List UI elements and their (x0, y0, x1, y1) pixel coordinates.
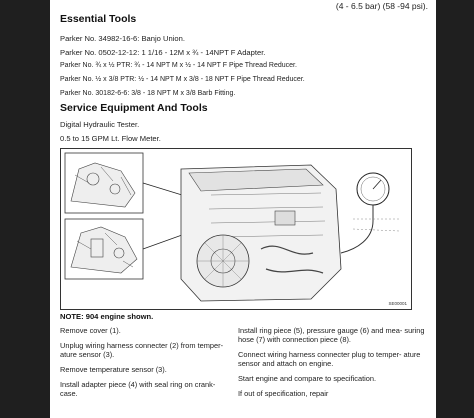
step-item: Remove cover (1). (60, 326, 121, 335)
figure-code: SE00001 (388, 301, 407, 306)
step-item: Connect wiring harness connecter plug to temper- ature sensor and attach on engine. (238, 350, 421, 368)
tool-line-1: Parker No. 34982-16-6: Banjo Union. (60, 34, 185, 43)
step-item: Unplug wiring harness connecter (2) from temper- ature sensor (3). (60, 341, 224, 359)
pressure-spec-text: (4 - 6.5 bar) (58 -94 psi). (335, 1, 428, 11)
engine-diagram-figure (60, 148, 412, 310)
steps-left-column (60, 326, 230, 404)
step-item: Install adapter piece (4) with seal ring on crank- case. (60, 380, 216, 398)
tool-line-4: Parker No. ½ x 3/8 PTR: ½ - 14 NPT M x 3/8 - 18 NPT F Pipe Thread Reducer. (60, 76, 305, 83)
essential-tools-heading: Essential Tools (60, 13, 137, 25)
tool-line-2: Parker No. 0502-12-12: 1 1/16 - 12M x ¾ - 14NPT F Adapter. (60, 48, 266, 57)
step-item: Remove temperature sensor (3). (60, 365, 167, 374)
viewer-background-left (0, 0, 50, 418)
step-item: Start engine and compare to specification. (238, 374, 377, 383)
equipment-line-1: Digital Hydraulic Tester. (60, 120, 140, 129)
tool-line-5: Parker No. 30182-6-6: 3/8 - 18 NPT M x 3/8 Barb Fitting. (60, 90, 236, 97)
service-equipment-heading: Service Equipment And Tools (60, 102, 208, 114)
step-item: If out of specification, repair (238, 389, 329, 398)
engine-diagram (61, 149, 411, 309)
step-item: Install ring piece (5), pressure gauge (6) and mea- suring hose (7) with connection piece (8). (238, 326, 425, 344)
document-page (50, 0, 436, 418)
equipment-line-2: 0.5 to 15 GPM Lt. Flow Meter. (60, 134, 161, 143)
note-text: NOTE: 904 engine shown. (60, 312, 154, 321)
tool-line-3: Parker No. ¾ x ½ PTR: ¾ - 14 NPT M x ½ - 14 NPT F Pipe Thread Reducer. (60, 62, 297, 69)
viewer-background-right (436, 0, 474, 418)
steps-right-column (238, 326, 428, 404)
